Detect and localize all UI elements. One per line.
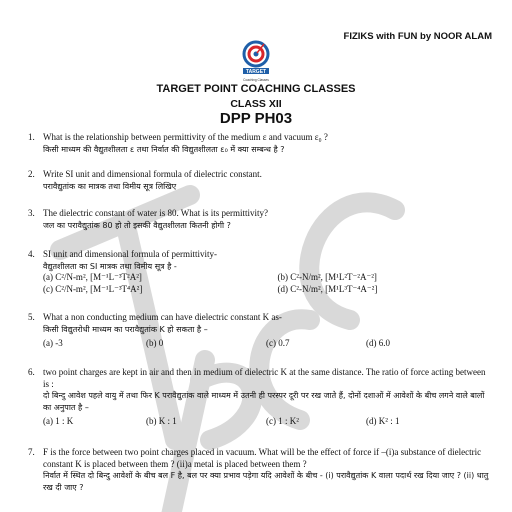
question-number: 2. xyxy=(28,169,35,179)
question-text-hi: किसी विद्युतरोधी माध्यम का परावैद्युतांक K हो सकता है – xyxy=(43,324,208,334)
option-b: (b) 0 xyxy=(146,338,164,348)
option-c: (c) 0.7 xyxy=(266,338,290,348)
question-text-en: The dielectric constant of water is 80. What is its permittivity? xyxy=(43,208,269,218)
logo-text: TARGET xyxy=(245,69,267,75)
question-number: 4. xyxy=(28,249,35,259)
question-text-hi: दो बिन्दु आवेश पहले वायु में तथा फिर K परावैद्युतांक वाले माध्यम में उतनी ही परस्पर दूरी पर रख जाते हैं, दोनों दशाओं में आवेशों के बीच लगने वाले बालों का अनुपात है – xyxy=(43,391,485,412)
question-2 xyxy=(28,169,492,192)
question-number: 7. xyxy=(28,447,35,457)
target-logo xyxy=(238,40,274,84)
question-text-en: two point charges are kept in air and then in medium of dielectric K at the same distance. The ratio of force acting between is : xyxy=(43,367,486,389)
question-number: 6. xyxy=(28,367,35,377)
option-b: (b) K : 1 xyxy=(146,416,177,426)
question-4 xyxy=(28,249,492,295)
dpp-code: DPP PH03 xyxy=(219,110,293,127)
class-title: CLASS XII xyxy=(230,98,282,110)
question-text-en: What a non conducting medium can have dielectric constant K as- xyxy=(43,312,282,322)
question-text-hi: वैद्युतशीलता का SI मात्रक तथा विमीय सूत्र है - xyxy=(43,261,177,271)
question-6 xyxy=(28,367,492,428)
question-text-en: F is the force between two point charges placed in vacuum. What will be the effect of force if –(i)a substance of dielectric constant K is placed between them ? (ii)a metal is placed between them ? xyxy=(43,447,482,469)
question-7 xyxy=(28,447,492,493)
option-c: (c) C²/N-m², [M⁻¹L⁻³T⁴A²] xyxy=(43,283,143,294)
option-a: (a) C²/N-m², [M⁻¹L⁻³T²A²] xyxy=(43,272,142,282)
option-d: (d) C²-N/m², [M¹L³T⁻⁴A⁻²] xyxy=(277,283,378,294)
question-number: 3. xyxy=(28,208,35,218)
option-d: (d) 6.0 xyxy=(366,338,390,348)
brand-text: FIZIKS with FUN by NOOR ALAM xyxy=(343,31,492,42)
question-text-en: What is the relationship between permittivity of the medium ε and vacuum ε₀ ? xyxy=(43,132,328,142)
question-text-hi: किसी माध्यम की वैद्युतशीलता ε तथा निर्वात की विद्युतशीलता ε₀ में क्या सम्बन्ध है ? xyxy=(43,144,285,154)
question-text-hi: जल का परावैद्युतांक 80 हो तो इसकी वैद्युतशीलता कितनी होगी ? xyxy=(43,220,231,230)
option-c: (c) 1 : K² xyxy=(266,416,299,426)
question-5 xyxy=(28,312,492,350)
question-text-hi: निर्वात में स्थित दो बिन्दु आवेशों के बीच बल F है, बल पर क्या प्रभाव पड़ेगा यदि आवेशों के बीच - (i) परावैद्युतांक K वाला पदार्थ रख दिया जाए ? (ii) धातु रख दी जाए ? xyxy=(43,471,489,492)
institute-title: TARGET POINT COACHING CLASSES xyxy=(156,83,356,95)
question-number: 1. xyxy=(28,132,35,142)
question-text-en: SI unit and dimensional formula of permittivity- xyxy=(43,249,217,259)
question-text-en: Write SI unit and dimensional formula of dielectric constant. xyxy=(43,169,262,179)
question-number: 5. xyxy=(28,312,35,322)
option-a: (a) 1 : K xyxy=(43,416,74,426)
option-a: (a) -3 xyxy=(43,338,63,348)
question-text-hi: परावैद्युतांक का मात्रक तथा विमीय सूत्र लिखिए xyxy=(43,181,177,191)
question-1 xyxy=(28,132,492,155)
logo-subtext: Coaching Classes xyxy=(243,78,269,82)
question-3 xyxy=(28,208,492,231)
option-b: (b) C²-N/m², [M¹L²T⁻²A⁻²] xyxy=(277,272,377,282)
option-d: (d) K² : 1 xyxy=(366,416,400,426)
